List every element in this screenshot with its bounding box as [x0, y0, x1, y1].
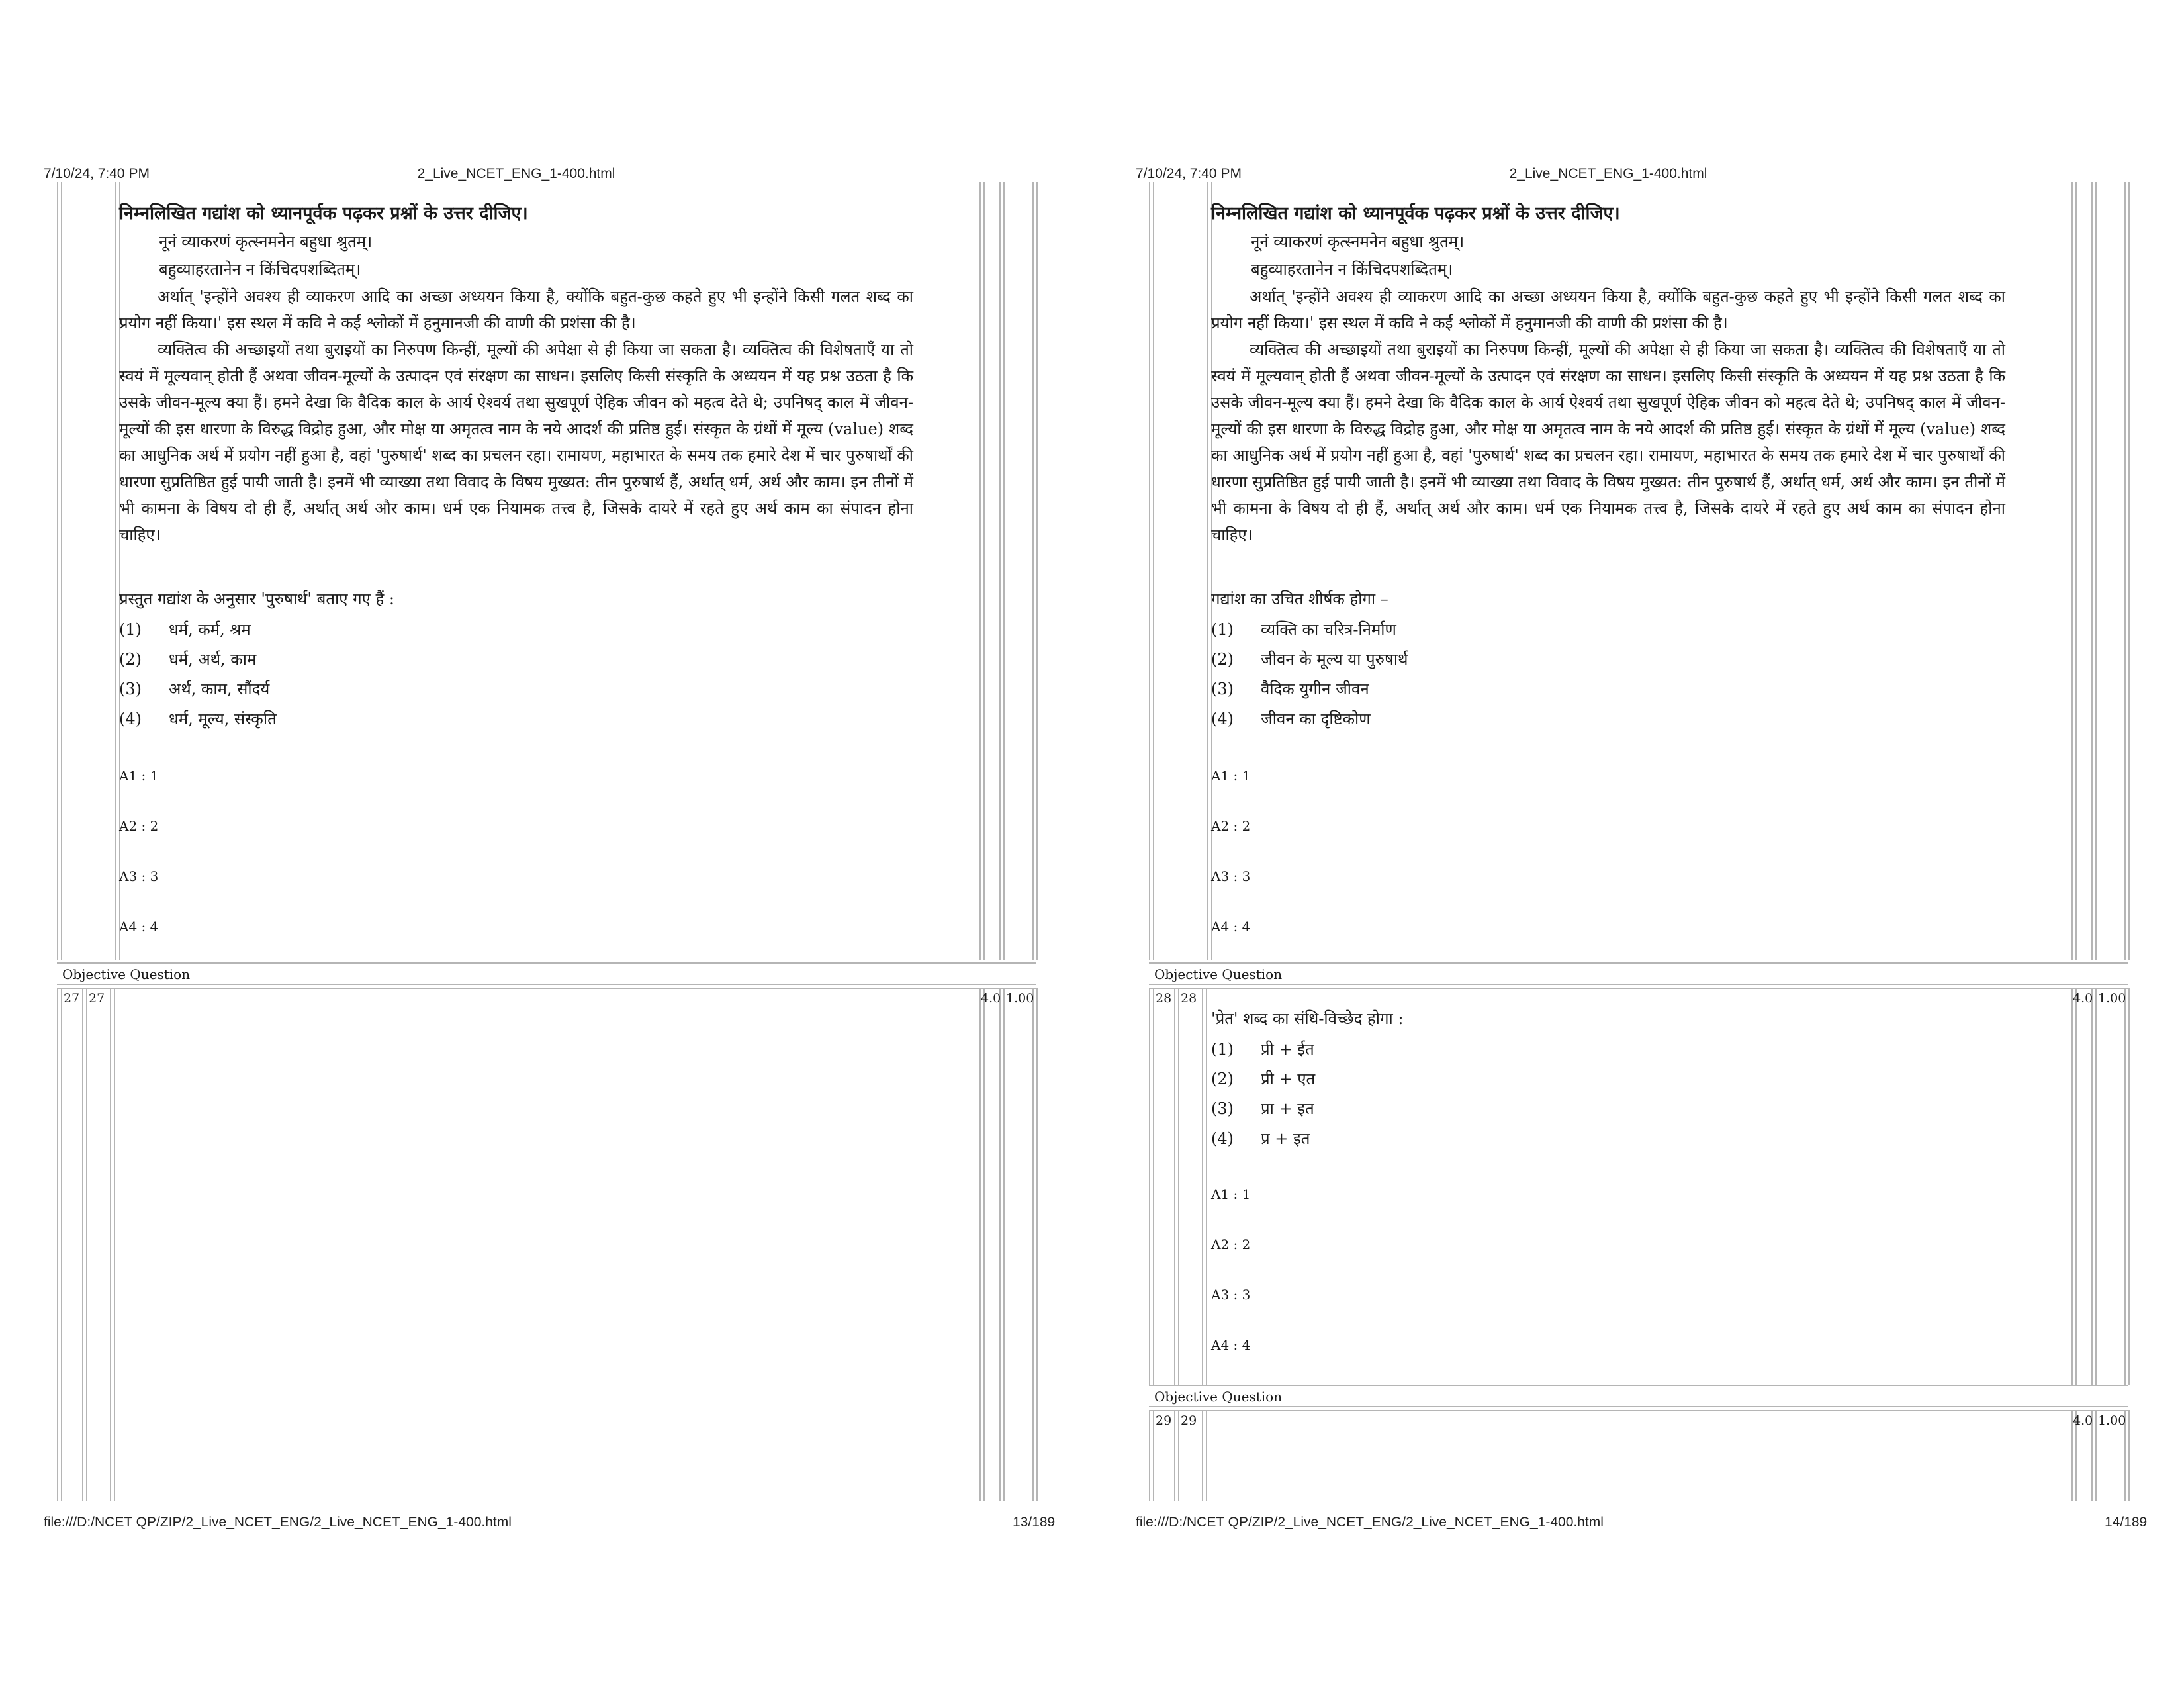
answer-id-1: A1 : 1	[119, 768, 159, 784]
question-id: 29	[1181, 1413, 1197, 1428]
option-1: (1) व्यक्ति का चरित्र-निर्माण	[1211, 620, 1396, 639]
table-border	[1036, 182, 1038, 960]
question-text: 'प्रेत' शब्द का संधि-विच्छेद होगा :	[1211, 1009, 1404, 1028]
table-border	[57, 962, 1036, 964]
table-border	[1149, 984, 2128, 985]
answer-id-1: A1 : 1	[1211, 1186, 1251, 1202]
table-border	[1202, 988, 1203, 1385]
table-border	[2124, 988, 2126, 1385]
table-border	[1153, 988, 1154, 1385]
option-3: (3) प्रा + इत	[1211, 1100, 1314, 1118]
table-border	[1174, 1410, 1175, 1501]
table-border	[1202, 1410, 1203, 1501]
table-border	[2128, 1410, 2130, 1501]
table-border	[57, 182, 58, 960]
table-border	[1178, 988, 1179, 1385]
table-border	[979, 988, 981, 1501]
answer-id-1: A1 : 1	[1211, 768, 1251, 784]
answer-id-2: A2 : 2	[1211, 818, 1251, 834]
print-file-path: file:///D:/NCET QP/ZIP/2_Live_NCET_ENG/2_Live_NCET_ENG_1-400.html	[1136, 1515, 1604, 1530]
answer-id-2: A2 : 2	[1211, 1237, 1251, 1252]
table-border	[1174, 988, 1175, 1385]
table-border	[2091, 988, 2093, 1385]
table-border	[2071, 988, 2073, 1385]
table-border	[2075, 988, 2077, 1385]
table-border	[1149, 1410, 1150, 1501]
table-border	[983, 182, 985, 960]
verse-line-1: नूनं व्याकरणं कृत्स्नमनेन बहुधा श्रुतम्।	[159, 232, 373, 251]
passage-heading: निम्नलिखित गद्यांश को ध्यानपूर्वक पढ़कर प्रश्नों के उत्तर दीजिए।	[1211, 203, 1620, 224]
answer-id-3: A3 : 3	[119, 868, 159, 884]
table-border	[2095, 988, 2097, 1385]
table-border	[82, 988, 83, 1501]
print-file-path: file:///D:/NCET QP/ZIP/2_Live_NCET_ENG/2_Live_NCET_ENG_1-400.html	[44, 1515, 512, 1530]
option-2: (2) प्री + एत	[1211, 1070, 1316, 1088]
option-4: (4) जीवन का दृष्टिकोण	[1211, 710, 1371, 728]
option-2: (2) जीवन के मूल्य या पुरुषार्थ	[1211, 650, 1408, 669]
table-border	[2095, 1410, 2097, 1501]
table-border	[1032, 988, 1034, 1501]
passage-heading: निम्नलिखित गद्यांश को ध्यानपूर्वक पढ़कर प्रश्नों के उत्तर दीजिए।	[119, 203, 528, 224]
table-border	[1149, 962, 2128, 964]
question-text: गद्यांश का उचित शीर्षक होगा –	[1211, 590, 1388, 608]
question-marks: 4.0	[981, 991, 1001, 1006]
option-4: (4) धर्म, मूल्य, संस्कृति	[119, 710, 277, 728]
verse-line-2: बहुव्याहरतानेन न किंचिदपशब्दितम्।	[1251, 260, 1453, 279]
table-border	[2128, 182, 2130, 960]
print-datetime: 7/10/24, 7:40 PM	[1136, 166, 1242, 181]
section-label: Objective Question	[1154, 966, 1283, 982]
option-4: (4) प्र + इत	[1211, 1129, 1310, 1148]
section-label: Objective Question	[1154, 1389, 1283, 1405]
table-border	[999, 988, 1001, 1501]
answer-id-4: A4 : 4	[119, 919, 159, 935]
table-border	[61, 182, 62, 960]
table-border	[57, 988, 58, 1501]
verse-line-1: नूनं व्याकरणं कृत्स्नमनेन बहुधा श्रुतम्।	[1251, 232, 1465, 251]
table-border	[1149, 1385, 2128, 1386]
table-border	[1206, 988, 1207, 1385]
table-border	[979, 182, 981, 960]
table-border	[999, 182, 1001, 960]
question-marks: 4.0	[2073, 1413, 2093, 1428]
table-border	[1149, 1406, 2128, 1407]
verse-line-2: बहुव्याहरतानेन न किंचिदपशब्दितम्।	[159, 260, 361, 279]
page-14	[1092, 0, 2184, 1688]
option-1: (1) धर्म, कर्म, श्रम	[119, 620, 251, 639]
table-border	[1003, 988, 1005, 1501]
passage-paragraph-1: अर्थात् 'इन्होंने अवश्य ही व्याकरण आदि का अच्छा अध्ययन किया है, क्योंकि बहुत-कुछ कहते हुए भी इन्होंने किसी गलत शब्द का प्रयोग नहीं किया।' इस स्थल में कवि ने कई श्लोकों में हनुमानजी की वाणी की प्रशंसा की है।	[1211, 287, 2005, 332]
answer-id-3: A3 : 3	[1211, 1287, 1251, 1303]
answer-id-2: A2 : 2	[119, 818, 159, 834]
table-border	[1178, 1410, 1179, 1501]
table-border	[983, 988, 985, 1501]
passage-paragraph-2: व्यक्तित्व की अच्छाइयों तथा बुराइयों का निरुपण किन्हीं, मूल्यों की अपेक्षा से ही किया जा सकता है। व्यक्तित्व की विशेषताएँ या तो स्वयं में मूल्यवान् होती हैं अथवा जीवन-मूल्यों के उत्पादन एवं संरक्षण का साधन। इसलिए किसी संस्कृति के अध्ययन में यह प्रश्न उठता है कि उसके जीवन-मूल्य क्या हैं। हमने देखा कि वैदिक काल के आर्य ऐश्वर्य तथा सुखपूर्ण ऐहिक जीवन को महत्व देते थे; उपनिषद् काल में जीवन-मूल्यों की इस धारणा के विरुद्ध विद्रोह हुआ, और मोक्ष या अमृतत्व नाम के नये आदर्श की प्रतिष्ठ हुई। संस्कृत के ग्रंथों में मूल्य (value) शब्द का आधुनिक अर्थ में प्रयोग नहीं हुआ है, वहां 'पुरुषार्थ' शब्द का प्रचलन रहा। रामायण, महाभारत के समय तक हमारे देश में चार पुरुषार्थों की धारणा सुप्रतिष्ठित हुई पायी जाती है। इनमें भी व्याख्या तथा विवाद के विषय मुख्यत: तीन पुरुषार्थ हैं, अर्थात् धर्म, अर्थ और काम। इन तीनों में भी कामना के विषय दो ही हैं, अर्थात् अर्थ और काम। धर्म एक नियामक तत्त्व है, जिसके दायरे में रहते हुए अर्थ काम का संपादन होना चाहिए।	[1211, 340, 2005, 544]
question-id: 27	[89, 991, 105, 1006]
question-negative-marks: 1.00	[1006, 991, 1034, 1006]
section-label: Objective Question	[62, 966, 191, 982]
table-border	[2124, 182, 2126, 960]
table-border	[1003, 182, 1005, 960]
passage-paragraph-1: अर्थात् 'इन्होंने अवश्य ही व्याकरण आदि का अच्छा अध्ययन किया है, क्योंकि बहुत-कुछ कहते हुए भी इन्होंने किसी गलत शब्द का प्रयोग नहीं किया।' इस स्थल में कवि ने कई श्लोकों में हनुमानजी की वाणी की प्रशंसा की है।	[119, 287, 913, 332]
table-border	[2071, 182, 2073, 960]
table-border	[1036, 988, 1038, 1501]
table-border	[1149, 182, 1150, 960]
question-serial: 29	[1156, 1413, 1172, 1428]
table-border	[1153, 182, 1154, 960]
passage-paragraph-2: व्यक्तित्व की अच्छाइयों तथा बुराइयों का निरुपण किन्हीं, मूल्यों की अपेक्षा से ही किया जा सकता है। व्यक्तित्व की विशेषताएँ या तो स्वयं में मूल्यवान् होती हैं अथवा जीवन-मूल्यों के उत्पादन एवं संरक्षण का साधन। इसलिए किसी संस्कृति के अध्ययन में यह प्रश्न उठता है कि उसके जीवन-मूल्य क्या हैं। हमने देखा कि वैदिक काल के आर्य ऐश्वर्य तथा सुखपूर्ण ऐहिक जीवन को महत्व देते थे; उपनिषद् काल में जीवन-मूल्यों की इस धारणा के विरुद्ध विद्रोह हुआ, और मोक्ष या अमृतत्व नाम के नये आदर्श की प्रतिष्ठ हुई। संस्कृत के ग्रंथों में मूल्य (value) शब्द का आधुनिक अर्थ में प्रयोग नहीं हुआ है, वहां 'पुरुषार्थ' शब्द का प्रचलन रहा। रामायण, महाभारत के समय तक हमारे देश में चार पुरुषार्थों की धारणा सुप्रतिष्ठित हुई पायी जाती है। इनमें भी व्याख्या तथा विवाद के विषय मुख्यत: तीन पुरुषार्थ हैं, अर्थात् धर्म, अर्थ और काम। इन तीनों में भी कामना के विषय दो ही हैं, अर्थात् अर्थ और काम। धर्म एक नियामक तत्त्व है, जिसके दायरे में रहते हुए अर्थ काम का संपादन होना चाहिए।	[119, 340, 913, 544]
table-border	[1149, 988, 2128, 989]
table-border	[1207, 182, 1208, 960]
question-negative-marks: 1.00	[2098, 991, 2126, 1006]
table-border	[1149, 988, 1150, 1385]
question-serial: 28	[1156, 991, 1172, 1006]
table-border	[86, 988, 87, 1501]
table-border	[2128, 988, 2130, 1385]
table-border	[110, 988, 111, 1501]
option-2: (2) धर्म, अर्थ, काम	[119, 650, 257, 669]
table-border	[1032, 182, 1034, 960]
table-border	[114, 988, 115, 1501]
answer-id-3: A3 : 3	[1211, 868, 1251, 884]
question-serial: 27	[64, 991, 80, 1006]
question-text: प्रस्तुत गद्यांश के अनुसार 'पुरुषार्थ' बताए गए हैं :	[119, 590, 394, 608]
table-border	[2075, 182, 2077, 960]
table-border	[57, 988, 1036, 989]
table-border	[61, 988, 62, 1501]
question-marks: 4.0	[2073, 991, 2093, 1006]
page-number: 14/189	[2105, 1515, 2148, 1530]
table-border	[115, 182, 116, 960]
table-border	[2091, 182, 2093, 960]
option-3: (3) अर्थ, काम, सौंदर्य	[119, 680, 270, 698]
table-border	[2095, 182, 2097, 960]
print-filename: 2_Live_NCET_ENG_1-400.html	[1509, 166, 1707, 181]
table-border	[57, 984, 1036, 985]
page-number: 13/189	[1013, 1515, 1056, 1530]
answer-id-4: A4 : 4	[1211, 919, 1251, 935]
table-border	[1149, 1410, 2128, 1411]
option-3: (3) वैदिक युगीन जीवन	[1211, 680, 1369, 698]
print-filename: 2_Live_NCET_ENG_1-400.html	[417, 166, 615, 181]
question-id: 28	[1181, 991, 1197, 1006]
answer-id-4: A4 : 4	[1211, 1337, 1251, 1353]
option-1: (1) प्री + ईत	[1211, 1040, 1314, 1058]
print-datetime: 7/10/24, 7:40 PM	[44, 166, 150, 181]
table-border	[1153, 1410, 1154, 1501]
question-negative-marks: 1.00	[2098, 1413, 2126, 1428]
table-border	[1206, 1410, 1207, 1501]
